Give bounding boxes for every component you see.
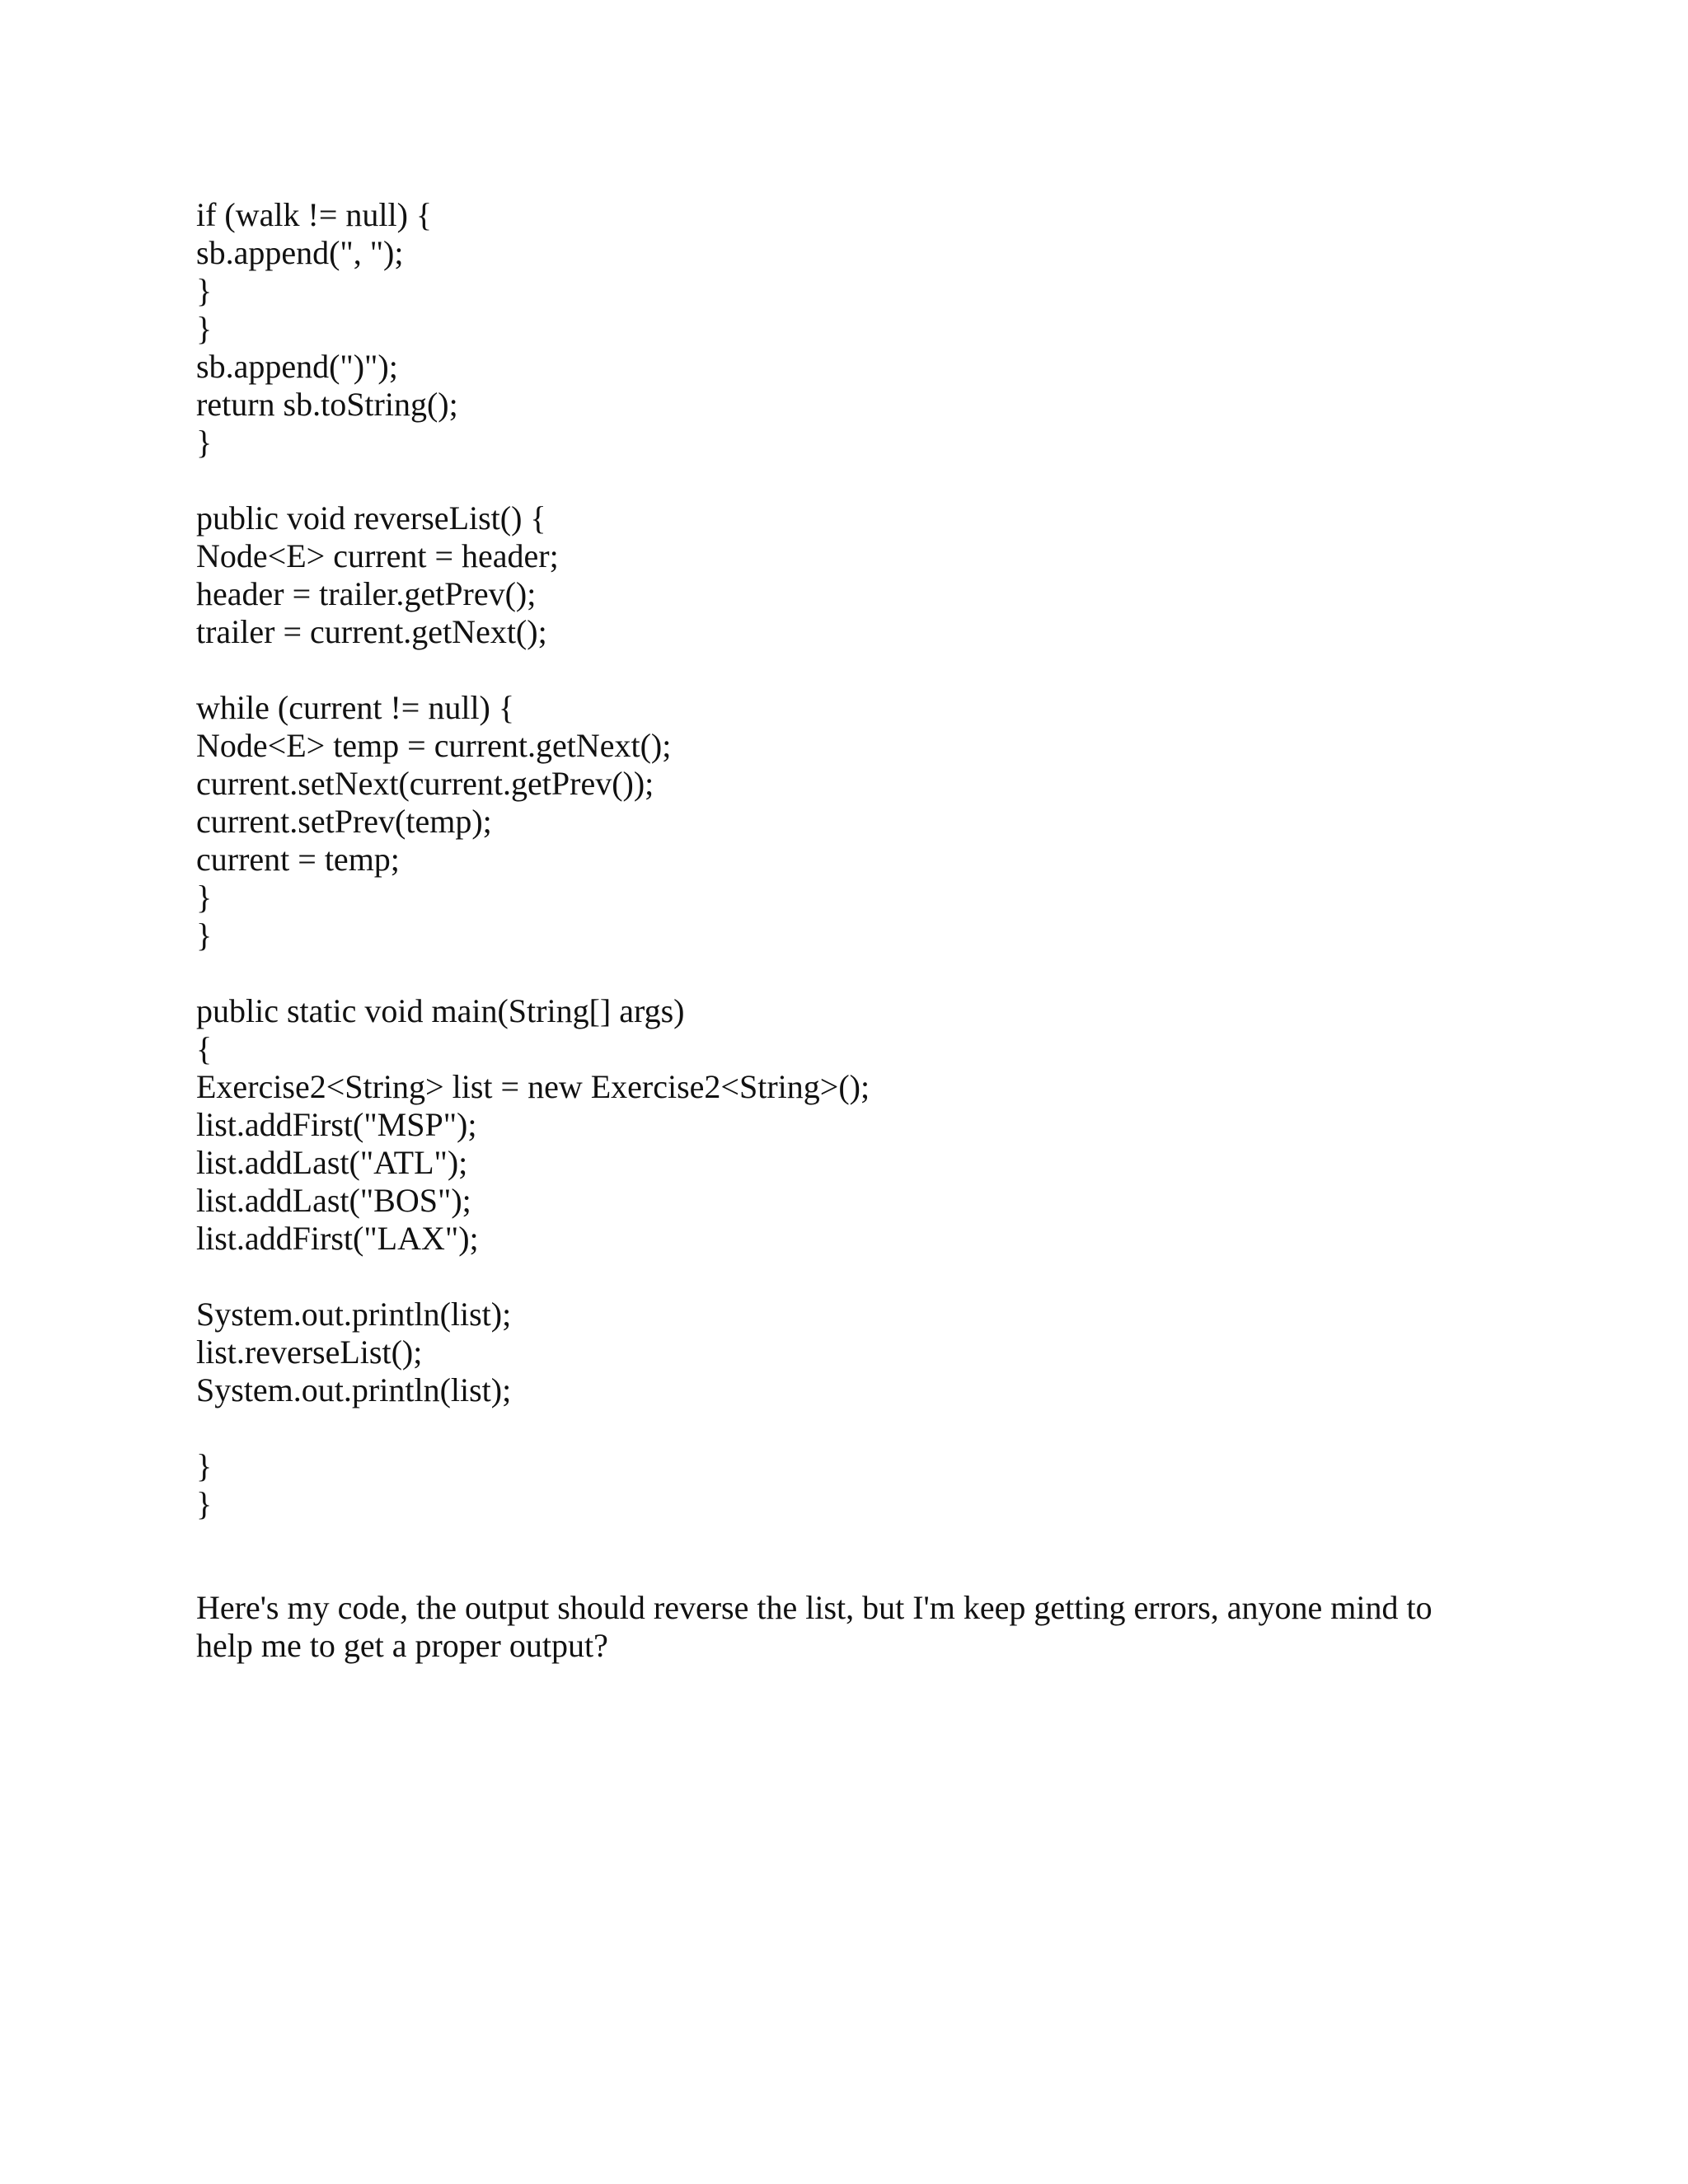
blank-line (196, 1258, 1515, 1296)
code-line: list.addLast("BOS"); (196, 1182, 471, 1219)
code-line: current.setNext(current.getPrev()); (196, 765, 654, 802)
code-line: } (196, 272, 213, 309)
code-line: Node<E> temp = current.getNext(); (196, 727, 672, 764)
code-line: list.addFirst("LAX"); (196, 1220, 479, 1257)
question-text: Here's my code, the output should reverse the list, but I'm keep getting errors, anyone mind to help me to get a proper output? (196, 1589, 1432, 1664)
question-paragraph (196, 1589, 1482, 1665)
code-line: { (196, 1030, 213, 1067)
blank-line (196, 462, 1515, 499)
blank-line (196, 1409, 1515, 1447)
code-line: } (196, 1447, 213, 1484)
code-line: System.out.println(list); (196, 1371, 512, 1408)
code-line: list.reverseList(); (196, 1333, 423, 1371)
code-line: return sb.toString(); (196, 386, 458, 423)
code-line: current.setPrev(temp); (196, 803, 492, 840)
code-block (196, 196, 1515, 1523)
code-line: current = temp; (196, 841, 400, 878)
blank-line (196, 954, 1515, 992)
code-line: trailer = current.getNext(); (196, 613, 547, 650)
code-line: list.addLast("ATL"); (196, 1144, 468, 1181)
code-line: } (196, 916, 213, 954)
code-line: sb.append(", "); (196, 234, 404, 271)
code-line: Node<E> current = header; (196, 537, 559, 574)
code-line: } (196, 879, 213, 916)
code-line: if (walk != null) { (196, 196, 433, 233)
code-line: while (current != null) { (196, 689, 515, 726)
blank-line (196, 651, 1515, 689)
code-line: System.out.println(list); (196, 1296, 512, 1333)
code-line: public void reverseList() { (196, 499, 546, 537)
code-line: } (196, 310, 213, 347)
code-line: public static void main(String[] args) (196, 992, 685, 1029)
code-line: header = trailer.getPrev(); (196, 575, 537, 612)
code-line: sb.append(")"); (196, 348, 398, 385)
code-line: } (196, 1485, 213, 1522)
code-line: } (196, 424, 213, 461)
code-line: list.addFirst("MSP"); (196, 1106, 477, 1143)
code-line: Exercise2<String> list = new Exercise2<String>(); (196, 1068, 870, 1105)
